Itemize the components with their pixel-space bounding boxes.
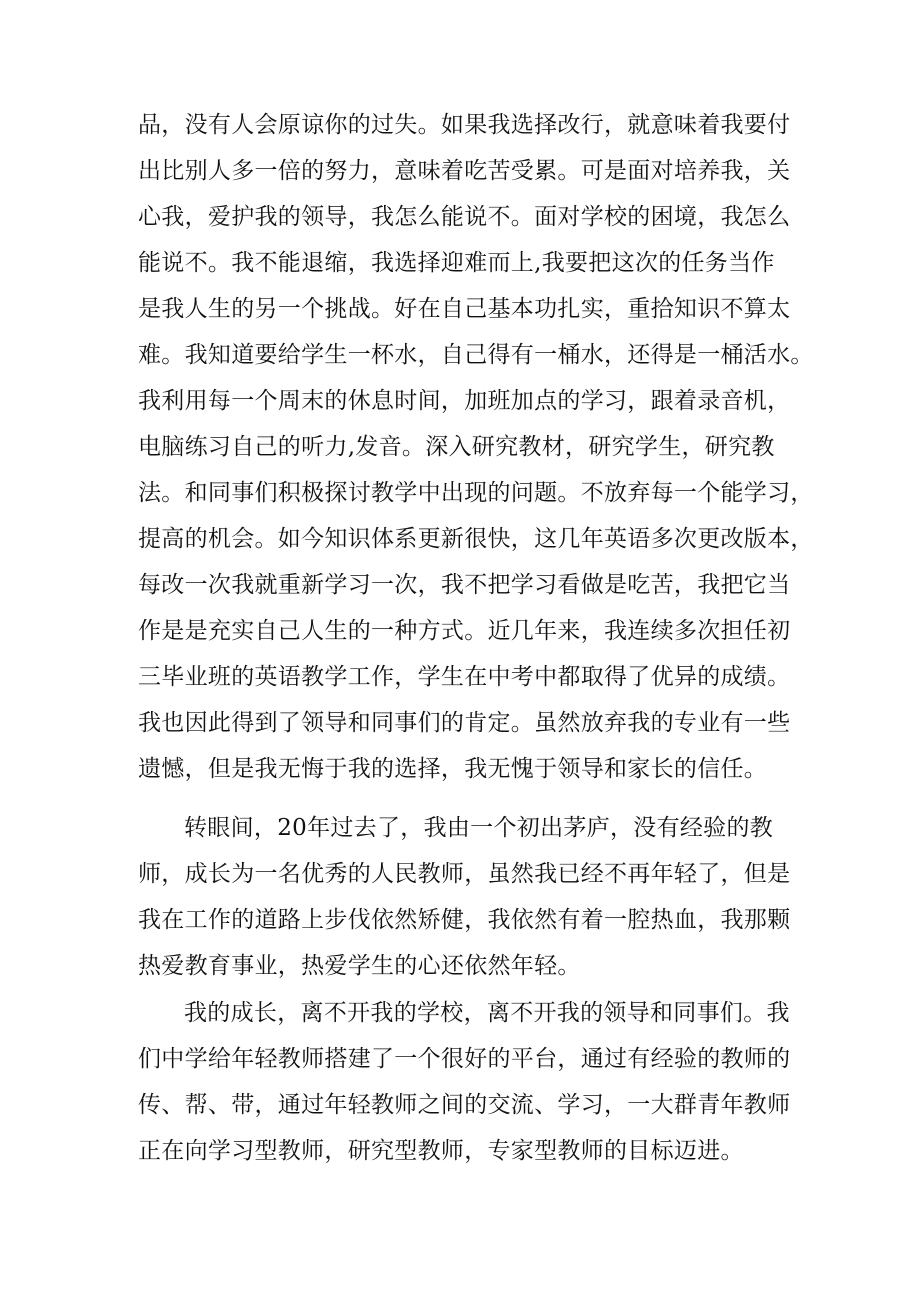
text-line: 能说不。我不能退缩，我选择迎难而上,我要把这次的任务当作 — [138, 250, 775, 276]
text-line: 转眼间，20年过去了，我由一个初出茅庐，没有经验的教 — [184, 815, 774, 841]
text-line: 心我，爱护我的领导，我怎么能说不。面对学校的困境，我怎么 — [138, 204, 791, 230]
text-line: 品，没有人会原谅你的过失。如果我选择改行，就意味着我要付 — [138, 112, 791, 138]
paragraph-3 — [138, 990, 798, 1174]
text-line: 是我人生的另一个挑战。好在自己基本功扎实，重拾知识不算太 — [138, 296, 791, 322]
text-line: 出比别人多一倍的努力，意味着吃苦受累。可是面对培养我，关 — [138, 158, 791, 184]
text-line: 们中学给年轻教师搭建了一个很好的平台，通过有经验的教师的 — [138, 1046, 791, 1072]
paragraph-1 — [138, 102, 814, 792]
text-line: 难。我知道要给学生一杯水，自己得有一桶水，还得是一桶活水。 — [138, 342, 814, 368]
text-line: 热爱教育事业，热爱学生的心还依然年轻。 — [138, 953, 581, 979]
text-line: 作是是充实自己人生的一种方式。近几年来，我连续多次担任初 — [138, 618, 791, 644]
paragraph-2 — [138, 805, 798, 989]
text-line: 法。和同事们积极探讨教学中出现的问题。不放弃每一个能学习， — [138, 480, 814, 506]
text-line: 我也因此得到了领导和同事们的肯定。虽然放弃我的专业有一些 — [138, 710, 791, 736]
text-line: 遗憾，但是我无悔于我的选择，我无愧于领导和家长的信任。 — [138, 756, 768, 782]
text-line: 我利用每一个周末的休息时间，加班加点的学习，跟着录音机， — [138, 388, 791, 414]
text-line: 我的成长，离不开我的学校，离不开我的领导和同事们。我 — [184, 1000, 790, 1026]
text-line: 提高的机会。如今知识体系更新很快，这几年英语多次更改版本， — [138, 526, 814, 552]
text-line: 正在向学习型教师，研究型教师，专家型教师的目标迈进。 — [138, 1138, 744, 1164]
text-line: 电脑练习自己的听力,发音。深入研究教材，研究学生，研究教 — [138, 434, 775, 460]
text-line: 每改一次我就重新学习一次，我不把学习看做是吃苦，我把它当 — [138, 572, 791, 598]
text-line: 三毕业班的英语教学工作，学生在中考中都取得了优异的成绩。 — [138, 664, 791, 690]
text-line: 师，成长为一名优秀的人民教师，虽然我已经不再年轻了，但是 — [138, 861, 791, 887]
text-line: 传、帮、带，通过年轻教师之间的交流、学习，一大群青年教师 — [138, 1092, 791, 1118]
text-line: 我在工作的道路上步伐依然矫健，我依然有着一腔热血，我那颗 — [138, 907, 791, 933]
